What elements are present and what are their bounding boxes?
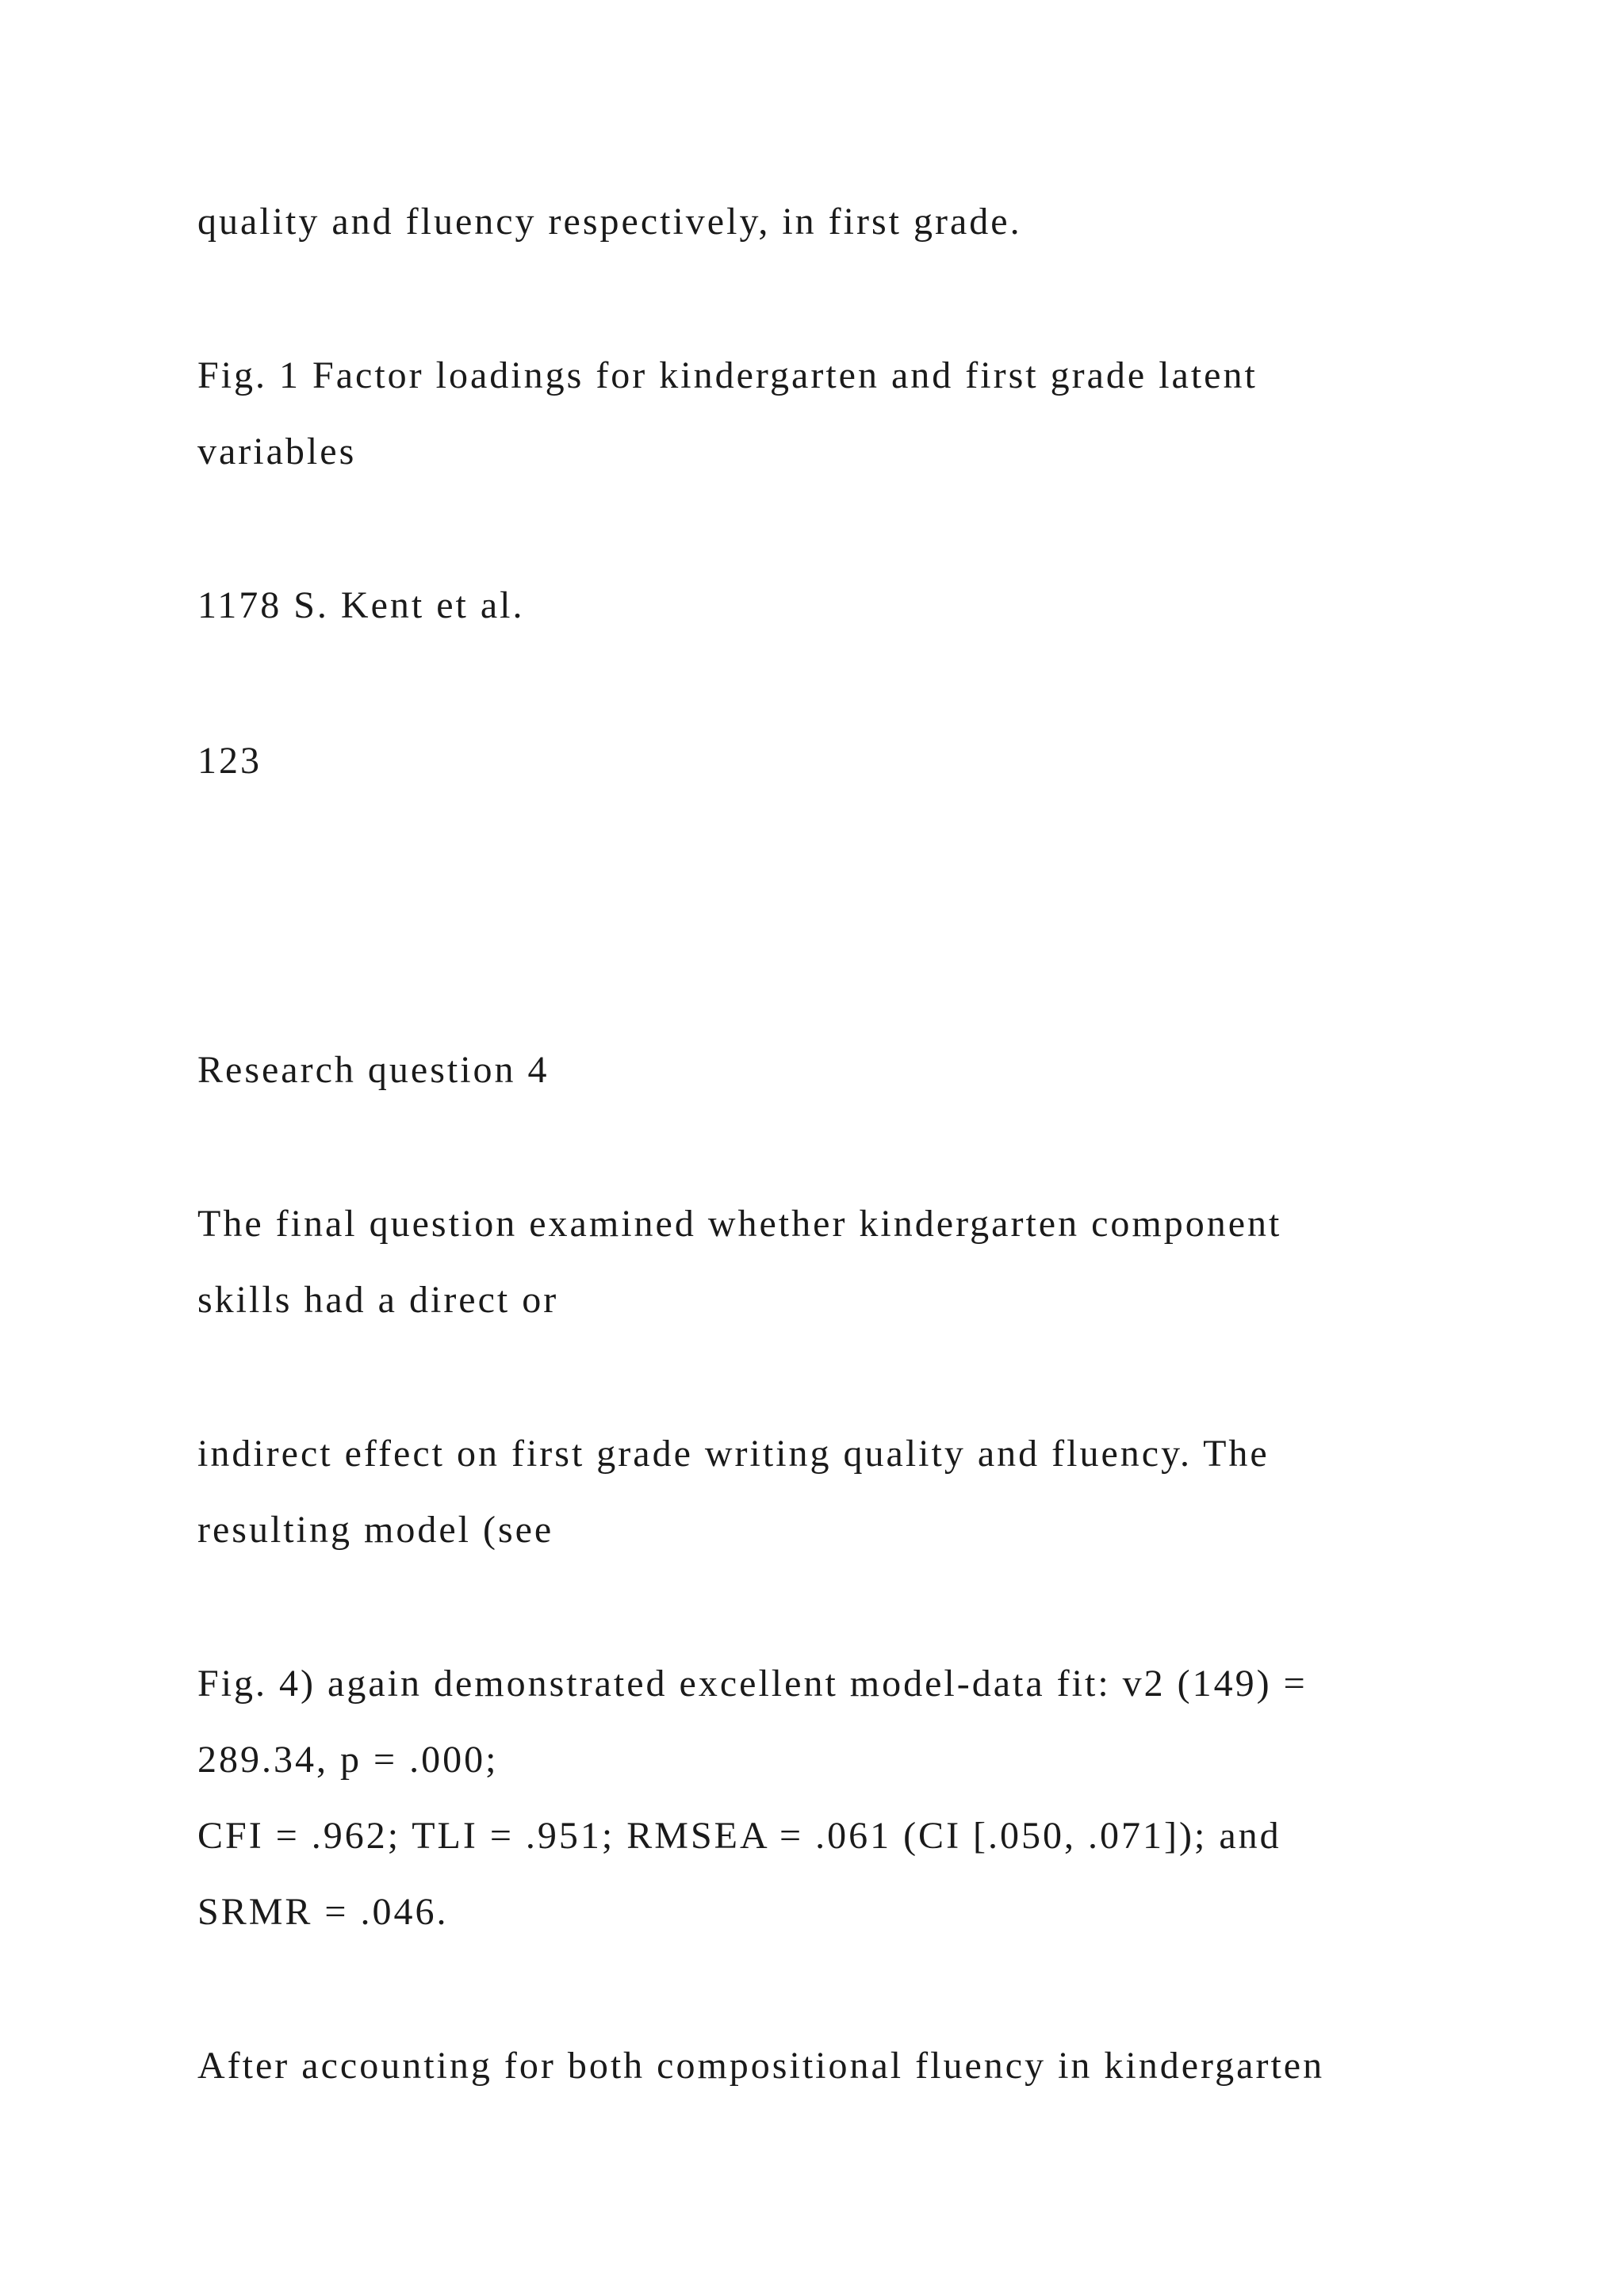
paragraph-line: SRMR = .046.: [197, 1891, 449, 1933]
paragraph-line: The final question examined whether kindergarten component: [197, 1203, 1282, 1245]
paragraph-line: After accounting for both compositional fluency in kindergarten: [197, 2045, 1325, 2087]
figure-caption-line-1: Fig. 1 Factor loadings for kindergarten and first grade latent: [197, 354, 1258, 396]
paragraph-line: resulting model (see: [197, 1509, 554, 1551]
paragraph-line: CFI = .962; TLI = .951; RMSEA = .061 (CI [.050, .071]); and: [197, 1815, 1281, 1857]
paragraph-line: Fig. 4) again demonstrated excellent model-data fit: v2 (149) =: [197, 1663, 1308, 1705]
text-line-continuation: quality and fluency respectively, in first grade.: [197, 201, 1022, 243]
page-marker: 123: [197, 740, 262, 782]
running-header: 1178 S. Kent et al.: [197, 584, 525, 626]
paragraph-line: 289.34, p = .000;: [197, 1739, 499, 1781]
section-heading: Research question 4: [197, 1049, 550, 1091]
paragraph-line: indirect effect on first grade writing quality and fluency. The: [197, 1433, 1270, 1475]
figure-caption-line-2: variables: [197, 430, 357, 473]
paragraph-line: skills had a direct or: [197, 1279, 559, 1321]
